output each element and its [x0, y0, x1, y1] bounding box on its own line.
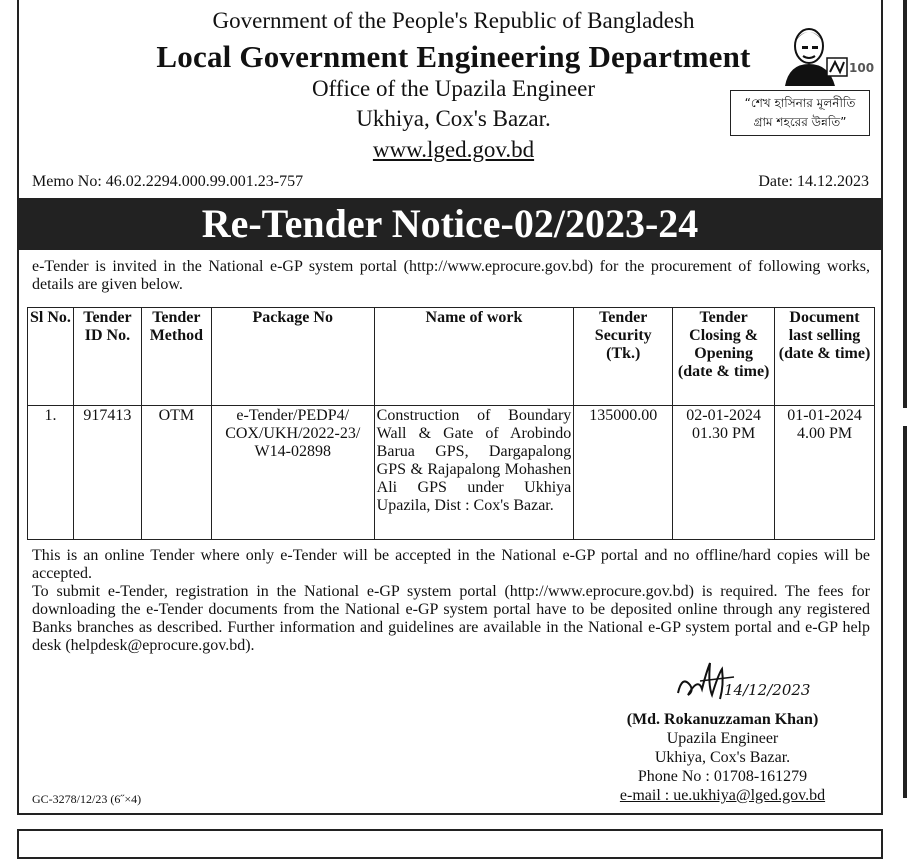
col-header-security: Tender Security (Tk.)	[574, 308, 673, 406]
notice-body	[32, 547, 870, 655]
cell-work: Construction of Boundary Wall & Gate of Arobindo Barua GPS, Dargapalong GPS & Rajapalong Mohashen Ali GPS under Ukhiya Upazila, Dist : Cox's Bazar.	[374, 406, 574, 540]
cell-package: e-Tender/PEDP4/ COX/UKH/2022-23/ W14-02898	[211, 406, 374, 540]
slogan-line-1: “শেখ হাসিনার মূলনীতি	[744, 96, 856, 110]
cell-method: OTM	[141, 406, 211, 540]
cell-security: 135000.00	[574, 406, 673, 540]
col-header-sl: Sl No.	[28, 308, 74, 406]
page-edge-line	[903, 426, 907, 798]
next-notice-border	[17, 829, 883, 859]
slogan-line-2: গ্রাম শহরের উন্নতি”	[753, 115, 847, 129]
signer-email[interactable]: e-mail : ue.ukhiya@lged.gov.bd	[619, 787, 826, 804]
body-paragraph-2: To submit e-Tender, registration in the National e-GP system portal (http://www.eprocure.gov.bd) is required. The fees for downloading the e-Tender documents from the National e-GP system portal have to be deposited online through any registered Banks branches as described. Further information and guidelines are available in the National e-GP system portal and e-GP help desk (helpdesk@eprocure.gov.bd).	[32, 583, 870, 654]
cell-tender-id: 917413	[73, 406, 141, 540]
svg-text:14/12/2023: 14/12/2023	[724, 681, 811, 699]
mujib-100-logo	[783, 20, 875, 86]
col-header-document: Document last selling (date & time)	[775, 308, 875, 406]
svg-text:100: 100	[849, 61, 875, 75]
signer-location: Ukhiya, Cox's Bazar.	[654, 749, 791, 766]
body-paragraph-1: This is an online Tender where only e-Tender will be accepted in the National e-GP portal and no offline/hard copies will be accepted.	[32, 547, 870, 582]
department-name: Local Government Engineering Department	[156, 39, 751, 74]
col-header-method: Tender Method	[141, 308, 211, 406]
handwritten-signature	[672, 655, 811, 705]
signer-designation: Upazila Engineer	[666, 730, 779, 747]
table-row	[28, 406, 875, 540]
col-header-tender-id: Tender ID No.	[73, 308, 141, 406]
col-header-closing: Tender Closing & Opening (date & time)	[673, 308, 775, 406]
cell-sl: 1.	[28, 406, 74, 540]
cell-closing: 02-01-2024 01.30 PM	[673, 406, 775, 540]
notice-title: Re-Tender Notice-02/2023-24	[17, 198, 883, 250]
website-link[interactable]: www.lged.gov.bd	[372, 137, 535, 162]
footer-code: GC-3278/12/23 (6˝×4)	[32, 792, 142, 806]
col-header-work: Name of work	[374, 308, 574, 406]
intro-text: e-Tender is invited in the National e-GP system portal (http://www.eprocure.gov.bd) for the procurement of following works, details are given below.	[32, 258, 870, 293]
slogan-box	[730, 90, 870, 136]
memo-number: Memo No: 46.02.2294.000.99.001.23-757	[32, 173, 304, 190]
government-line: Government of the People's Republic of Bangladesh	[212, 8, 695, 33]
signer-phone: Phone No : 01708-161279	[637, 768, 808, 785]
table-header-row	[28, 308, 875, 406]
col-header-package: Package No	[211, 308, 374, 406]
tender-table	[27, 307, 875, 540]
office-location: Ukhiya, Cox's Bazar.	[356, 106, 551, 131]
signature-block	[585, 710, 860, 805]
memo-date: Date: 14.12.2023	[758, 173, 869, 190]
signer-name: (Md. Rokanuzzaman Khan)	[626, 711, 819, 728]
office-name: Office of the Upazila Engineer	[311, 76, 596, 101]
cell-document: 01-01-2024 4.00 PM	[775, 406, 875, 540]
